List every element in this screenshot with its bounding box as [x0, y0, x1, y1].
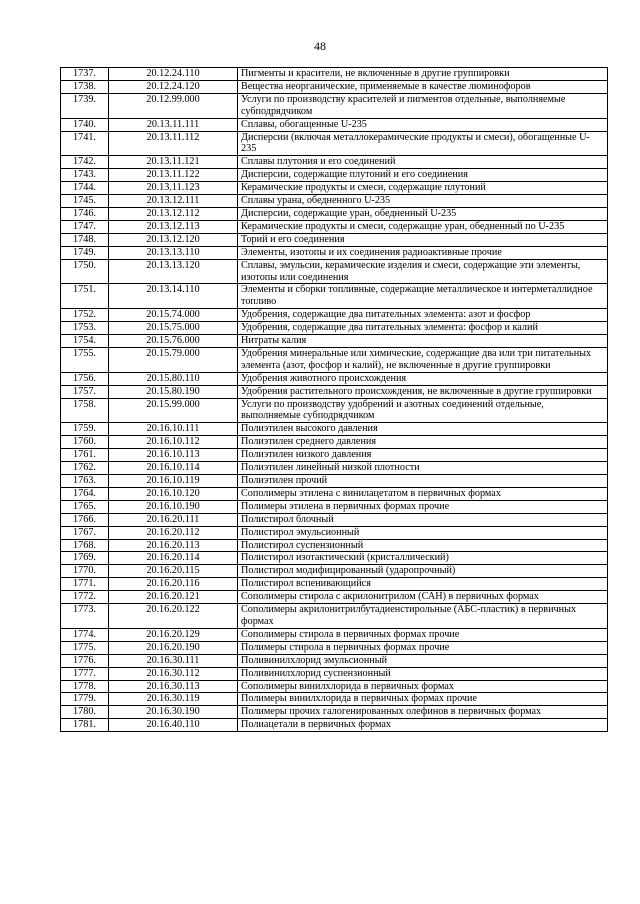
row-number-cell: 1744. — [61, 182, 109, 195]
description-cell: Сополимеры стирола с акрилонитрилом (САН) в первичных формах — [238, 591, 608, 604]
code-cell: 20.13.11.111 — [109, 118, 238, 131]
row-number-cell: 1741. — [61, 131, 109, 156]
description-cell: Полистирол суспензионный — [238, 539, 608, 552]
code-cell: 20.12.24.120 — [109, 80, 238, 93]
codes-table — [60, 67, 608, 732]
description-cell: Услуги по производству удобрений и азотных соединений отдельные, выполняемые субподрядчиком — [238, 398, 608, 423]
row-number-cell: 1771. — [61, 578, 109, 591]
table-body — [61, 68, 608, 732]
table-row — [61, 604, 608, 629]
description-cell: Сополимеры стирола в первичных формах прочие — [238, 628, 608, 641]
description-cell: Сплавы, обогащенные U-235 — [238, 118, 608, 131]
table-row — [61, 131, 608, 156]
code-cell: 20.15.80.110 — [109, 372, 238, 385]
description-cell: Удобрения, содержащие два питательных элемента: азот и фосфор — [238, 309, 608, 322]
description-cell: Удобрения минеральные или химические, содержащие два или три питательных элемента (азот, фосфор и калий), не включенные в другие группировки — [238, 347, 608, 372]
code-cell: 20.16.20.121 — [109, 591, 238, 604]
description-cell: Услуги по производству красителей и пигментов отдельные, выполняемые субподрядчиком — [238, 93, 608, 118]
table-row — [61, 220, 608, 233]
description-cell: Удобрения растительного происхождения, не включенные в другие группировки — [238, 385, 608, 398]
description-cell: Вещества неорганические, применяемые в качестве люминофоров — [238, 80, 608, 93]
table-row — [61, 680, 608, 693]
table-row — [61, 398, 608, 423]
description-cell: Полимеры стирола в первичных формах прочие — [238, 641, 608, 654]
code-cell: 20.15.76.000 — [109, 335, 238, 348]
row-number-cell: 1776. — [61, 654, 109, 667]
table-row — [61, 552, 608, 565]
code-cell: 20.13.12.111 — [109, 195, 238, 208]
table-row — [61, 539, 608, 552]
code-cell: 20.13.11.123 — [109, 182, 238, 195]
table-row — [61, 80, 608, 93]
description-cell: Полимеры прочих галогенированных олефинов в первичных формах — [238, 706, 608, 719]
code-cell: 20.16.10.114 — [109, 462, 238, 475]
row-number-cell: 1769. — [61, 552, 109, 565]
table-row — [61, 385, 608, 398]
description-cell: Сополимеры этилена с винилацетатом в первичных формах — [238, 487, 608, 500]
row-number-cell: 1750. — [61, 259, 109, 284]
code-cell: 20.12.99.000 — [109, 93, 238, 118]
code-cell: 20.16.20.190 — [109, 641, 238, 654]
row-number-cell: 1748. — [61, 233, 109, 246]
table-row — [61, 475, 608, 488]
row-number-cell: 1774. — [61, 628, 109, 641]
code-cell: 20.16.20.129 — [109, 628, 238, 641]
row-number-cell: 1762. — [61, 462, 109, 475]
row-number-cell: 1773. — [61, 604, 109, 629]
row-number-cell: 1746. — [61, 207, 109, 220]
table-row — [61, 513, 608, 526]
row-number-cell: 1780. — [61, 706, 109, 719]
code-cell: 20.15.79.000 — [109, 347, 238, 372]
code-cell: 20.16.40.110 — [109, 719, 238, 732]
description-cell: Пигменты и красители, не включенные в другие группировки — [238, 68, 608, 81]
description-cell: Полиэтилен среднего давления — [238, 436, 608, 449]
row-number-cell: 1742. — [61, 156, 109, 169]
row-number-cell: 1757. — [61, 385, 109, 398]
code-cell: 20.15.99.000 — [109, 398, 238, 423]
description-cell: Удобрения животного происхождения — [238, 372, 608, 385]
row-number-cell: 1761. — [61, 449, 109, 462]
code-cell: 20.16.10.112 — [109, 436, 238, 449]
code-cell: 20.15.75.000 — [109, 322, 238, 335]
code-cell: 20.13.12.112 — [109, 207, 238, 220]
table-row — [61, 526, 608, 539]
table-row — [61, 309, 608, 322]
description-cell: Полиэтилен низкого давления — [238, 449, 608, 462]
description-cell: Поливинилхлорид эмульсионный — [238, 654, 608, 667]
description-cell: Полиэтилен линейный низкой плотности — [238, 462, 608, 475]
code-cell: 20.16.20.114 — [109, 552, 238, 565]
description-cell: Полистирол вспенивающийся — [238, 578, 608, 591]
code-cell: 20.13.11.112 — [109, 131, 238, 156]
table-row — [61, 259, 608, 284]
description-cell: Керамические продукты и смеси, содержащие плутоний — [238, 182, 608, 195]
table-row — [61, 347, 608, 372]
table-row — [61, 565, 608, 578]
code-cell: 20.15.80.190 — [109, 385, 238, 398]
code-cell: 20.16.30.112 — [109, 667, 238, 680]
table-row — [61, 118, 608, 131]
table-row — [61, 706, 608, 719]
table-row — [61, 719, 608, 732]
description-cell: Сплавы плутония и его соединений — [238, 156, 608, 169]
table-row — [61, 500, 608, 513]
description-cell: Элементы, изотопы и их соединения радиоактивные прочие — [238, 246, 608, 259]
description-cell: Сополимеры акрилонитрилбутадиенстирольные (АБС-пластик) в первичных формах — [238, 604, 608, 629]
table-row — [61, 628, 608, 641]
code-cell: 20.16.10.190 — [109, 500, 238, 513]
description-cell: Сополимеры винилхлорида в первичных формах — [238, 680, 608, 693]
row-number-cell: 1778. — [61, 680, 109, 693]
code-cell: 20.13.13.120 — [109, 259, 238, 284]
description-cell: Полистирол блочный — [238, 513, 608, 526]
row-number-cell: 1737. — [61, 68, 109, 81]
row-number-cell: 1756. — [61, 372, 109, 385]
description-cell: Полиацетали в первичных формах — [238, 719, 608, 732]
code-cell: 20.16.30.119 — [109, 693, 238, 706]
table-row — [61, 372, 608, 385]
table-row — [61, 462, 608, 475]
table-row — [61, 423, 608, 436]
description-cell: Сплавы, эмульсии, керамические изделия и смеси, содержащие эти элементы, изотопы или соединения — [238, 259, 608, 284]
description-cell: Полимеры этилена в первичных формах прочие — [238, 500, 608, 513]
table-row — [61, 693, 608, 706]
code-cell: 20.13.14.110 — [109, 284, 238, 309]
description-cell: Полистирол изотактический (кристаллический) — [238, 552, 608, 565]
description-cell: Полиэтилен высокого давления — [238, 423, 608, 436]
description-cell: Полимеры винилхлорида в первичных формах прочие — [238, 693, 608, 706]
row-number-cell: 1740. — [61, 118, 109, 131]
code-cell: 20.15.74.000 — [109, 309, 238, 322]
row-number-cell: 1764. — [61, 487, 109, 500]
code-cell: 20.16.10.111 — [109, 423, 238, 436]
row-number-cell: 1777. — [61, 667, 109, 680]
row-number-cell: 1753. — [61, 322, 109, 335]
description-cell: Торий и его соединения — [238, 233, 608, 246]
row-number-cell: 1751. — [61, 284, 109, 309]
code-cell: 20.16.10.119 — [109, 475, 238, 488]
code-cell: 20.12.24.110 — [109, 68, 238, 81]
description-cell: Керамические продукты и смеси, содержащие уран, обедненный по U-235 — [238, 220, 608, 233]
description-cell: Дисперсии, содержащие уран, обедненный U-235 — [238, 207, 608, 220]
table-row — [61, 195, 608, 208]
code-cell: 20.16.20.112 — [109, 526, 238, 539]
row-number-cell: 1763. — [61, 475, 109, 488]
page-number: 48 — [314, 39, 326, 53]
row-number-cell: 1747. — [61, 220, 109, 233]
row-number-cell: 1754. — [61, 335, 109, 348]
code-cell: 20.16.20.116 — [109, 578, 238, 591]
code-cell: 20.13.12.113 — [109, 220, 238, 233]
table-row — [61, 182, 608, 195]
row-number-cell: 1738. — [61, 80, 109, 93]
code-cell: 20.16.30.113 — [109, 680, 238, 693]
row-number-cell: 1749. — [61, 246, 109, 259]
table-row — [61, 233, 608, 246]
table-row — [61, 487, 608, 500]
code-cell: 20.16.20.111 — [109, 513, 238, 526]
table-row — [61, 246, 608, 259]
code-cell: 20.16.20.115 — [109, 565, 238, 578]
description-cell: Дисперсии, содержащие плутоний и его соединения — [238, 169, 608, 182]
table-row — [61, 93, 608, 118]
table-row — [61, 207, 608, 220]
row-number-cell: 1755. — [61, 347, 109, 372]
code-cell: 20.16.10.120 — [109, 487, 238, 500]
code-cell: 20.16.30.190 — [109, 706, 238, 719]
row-number-cell: 1781. — [61, 719, 109, 732]
code-cell: 20.13.13.110 — [109, 246, 238, 259]
code-cell: 20.16.20.122 — [109, 604, 238, 629]
description-cell: Сплавы урана, обедненного U-235 — [238, 195, 608, 208]
row-number-cell: 1770. — [61, 565, 109, 578]
row-number-cell: 1739. — [61, 93, 109, 118]
code-cell: 20.16.30.111 — [109, 654, 238, 667]
table-row — [61, 436, 608, 449]
row-number-cell: 1766. — [61, 513, 109, 526]
table-row — [61, 578, 608, 591]
description-cell: Полиэтилен прочий — [238, 475, 608, 488]
table-row — [61, 335, 608, 348]
description-cell: Дисперсии (включая металлокерамические продукты и смеси), обогащенные U-235 — [238, 131, 608, 156]
table-row — [61, 68, 608, 81]
row-number-cell: 1768. — [61, 539, 109, 552]
row-number-cell: 1760. — [61, 436, 109, 449]
code-cell: 20.13.11.121 — [109, 156, 238, 169]
table-row — [61, 667, 608, 680]
table-row — [61, 156, 608, 169]
row-number-cell: 1765. — [61, 500, 109, 513]
description-cell: Удобрения, содержащие два питательных элемента: фосфор и калий — [238, 322, 608, 335]
row-number-cell: 1767. — [61, 526, 109, 539]
table-row — [61, 284, 608, 309]
row-number-cell: 1745. — [61, 195, 109, 208]
table-row — [61, 169, 608, 182]
table-row — [61, 654, 608, 667]
row-number-cell: 1772. — [61, 591, 109, 604]
code-cell: 20.13.12.120 — [109, 233, 238, 246]
table-row — [61, 641, 608, 654]
row-number-cell: 1775. — [61, 641, 109, 654]
description-cell: Элементы и сборки топливные, содержащие металлическое и интерметаллидное топливо — [238, 284, 608, 309]
row-number-cell: 1759. — [61, 423, 109, 436]
description-cell: Полистирол модифицированный (ударопрочный) — [238, 565, 608, 578]
description-cell: Нитраты калия — [238, 335, 608, 348]
description-cell: Полистирол эмульсионный — [238, 526, 608, 539]
row-number-cell: 1758. — [61, 398, 109, 423]
description-cell: Поливинилхлорид суспензионный — [238, 667, 608, 680]
code-cell: 20.16.10.113 — [109, 449, 238, 462]
row-number-cell: 1779. — [61, 693, 109, 706]
row-number-cell: 1743. — [61, 169, 109, 182]
table-row — [61, 449, 608, 462]
code-cell: 20.16.20.113 — [109, 539, 238, 552]
code-cell: 20.13.11.122 — [109, 169, 238, 182]
row-number-cell: 1752. — [61, 309, 109, 322]
table-row — [61, 322, 608, 335]
table-row — [61, 591, 608, 604]
